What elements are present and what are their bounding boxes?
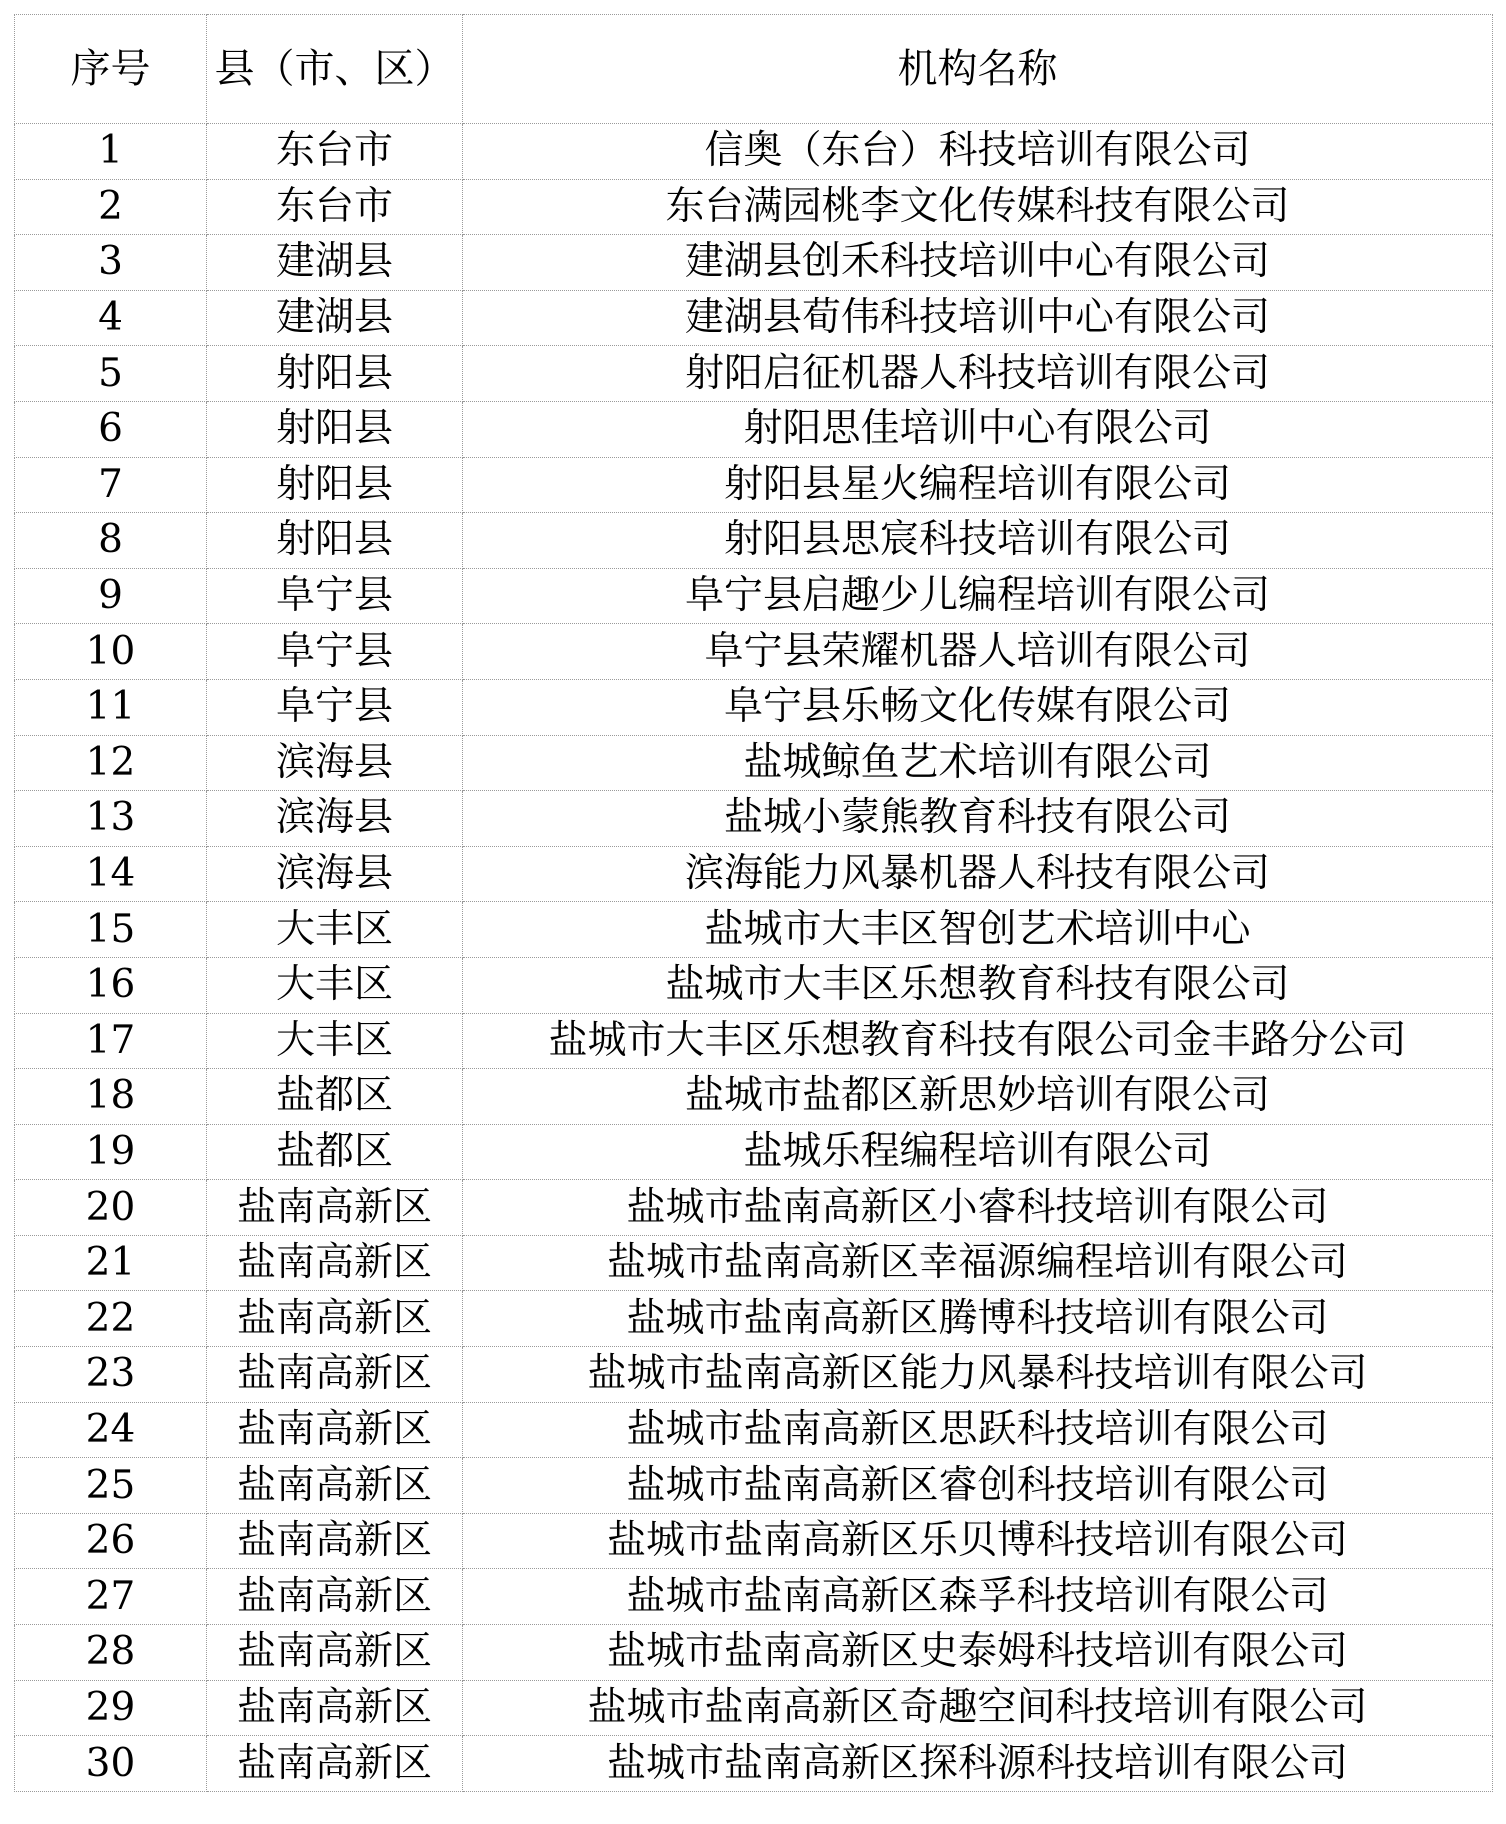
row-index-cell: 21	[15, 1235, 207, 1291]
row-institution-name-cell: 盐城市盐南高新区思跃科技培训有限公司	[463, 1402, 1493, 1458]
institution-table	[14, 14, 1493, 1792]
row-county-cell: 盐南高新区	[207, 1680, 463, 1736]
row-county-cell: 射阳县	[207, 401, 463, 457]
table-row	[15, 957, 1493, 1013]
row-institution-name-cell: 射阳启征机器人科技培训有限公司	[463, 346, 1493, 402]
table-row	[15, 1013, 1493, 1069]
row-index-cell: 24	[15, 1402, 207, 1458]
row-index-cell: 28	[15, 1625, 207, 1681]
row-index-cell: 2	[15, 179, 207, 235]
row-institution-name-cell: 盐城市盐南高新区能力风暴科技培训有限公司	[463, 1347, 1493, 1403]
row-county-cell: 盐南高新区	[207, 1736, 463, 1792]
row-institution-name-cell: 滨海能力风暴机器人科技有限公司	[463, 846, 1493, 902]
table-row	[15, 290, 1493, 346]
row-county-cell: 阜宁县	[207, 624, 463, 680]
row-index-cell: 1	[15, 124, 207, 180]
row-institution-name-cell: 盐城市盐南高新区腾博科技培训有限公司	[463, 1291, 1493, 1347]
row-index-cell: 10	[15, 624, 207, 680]
row-county-cell: 射阳县	[207, 513, 463, 569]
table-row	[15, 1069, 1493, 1125]
table-row	[15, 624, 1493, 680]
table-body	[15, 124, 1493, 1792]
table-row	[15, 846, 1493, 902]
row-index-cell: 4	[15, 290, 207, 346]
row-institution-name-cell: 阜宁县荣耀机器人培训有限公司	[463, 624, 1493, 680]
table-row	[15, 568, 1493, 624]
row-institution-name-cell: 盐城小蒙熊教育科技有限公司	[463, 791, 1493, 847]
row-index-cell: 11	[15, 679, 207, 735]
row-index-cell: 15	[15, 902, 207, 958]
table-row	[15, 1569, 1493, 1625]
row-index-cell: 27	[15, 1569, 207, 1625]
row-county-cell: 东台市	[207, 124, 463, 180]
row-county-cell: 盐南高新区	[207, 1625, 463, 1681]
row-county-cell: 大丰区	[207, 957, 463, 1013]
table-row	[15, 1347, 1493, 1403]
table-row	[15, 401, 1493, 457]
table-row	[15, 513, 1493, 569]
row-institution-name-cell: 建湖县荀伟科技培训中心有限公司	[463, 290, 1493, 346]
table-row	[15, 735, 1493, 791]
row-index-cell: 16	[15, 957, 207, 1013]
row-institution-name-cell: 盐城市盐南高新区森孚科技培训有限公司	[463, 1569, 1493, 1625]
row-county-cell: 滨海县	[207, 735, 463, 791]
table-row	[15, 1235, 1493, 1291]
row-index-cell: 26	[15, 1513, 207, 1569]
row-county-cell: 滨海县	[207, 846, 463, 902]
row-institution-name-cell: 射阳思佳培训中心有限公司	[463, 401, 1493, 457]
table-row	[15, 179, 1493, 235]
header-institution-name: 机构名称	[463, 15, 1493, 124]
row-institution-name-cell: 盐城市盐都区新思妙培训有限公司	[463, 1069, 1493, 1125]
row-county-cell: 射阳县	[207, 457, 463, 513]
row-county-cell: 建湖县	[207, 290, 463, 346]
row-county-cell: 滨海县	[207, 791, 463, 847]
row-institution-name-cell: 射阳县星火编程培训有限公司	[463, 457, 1493, 513]
row-index-cell: 8	[15, 513, 207, 569]
table-row	[15, 346, 1493, 402]
table-row	[15, 235, 1493, 291]
row-index-cell: 25	[15, 1458, 207, 1514]
row-county-cell: 阜宁县	[207, 568, 463, 624]
row-county-cell: 盐南高新区	[207, 1569, 463, 1625]
row-county-cell: 盐都区	[207, 1069, 463, 1125]
row-index-cell: 6	[15, 401, 207, 457]
row-index-cell: 30	[15, 1736, 207, 1792]
row-institution-name-cell: 盐城鲸鱼艺术培训有限公司	[463, 735, 1493, 791]
row-institution-name-cell: 盐城市大丰区乐想教育科技有限公司金丰路分公司	[463, 1013, 1493, 1069]
row-index-cell: 7	[15, 457, 207, 513]
table-row	[15, 457, 1493, 513]
row-index-cell: 14	[15, 846, 207, 902]
table-row	[15, 1680, 1493, 1736]
header-county: 县（市、区）	[207, 15, 463, 124]
row-index-cell: 5	[15, 346, 207, 402]
row-index-cell: 12	[15, 735, 207, 791]
row-county-cell: 东台市	[207, 179, 463, 235]
row-institution-name-cell: 盐城市盐南高新区小睿科技培训有限公司	[463, 1180, 1493, 1236]
row-county-cell: 建湖县	[207, 235, 463, 291]
row-index-cell: 22	[15, 1291, 207, 1347]
table-row	[15, 1402, 1493, 1458]
row-institution-name-cell: 射阳县思宸科技培训有限公司	[463, 513, 1493, 569]
table-row	[15, 1180, 1493, 1236]
row-county-cell: 盐都区	[207, 1124, 463, 1180]
row-institution-name-cell: 信奥（东台）科技培训有限公司	[463, 124, 1493, 180]
row-county-cell: 盐南高新区	[207, 1458, 463, 1514]
table-row	[15, 1736, 1493, 1792]
table-row	[15, 1458, 1493, 1514]
row-index-cell: 17	[15, 1013, 207, 1069]
row-index-cell: 18	[15, 1069, 207, 1125]
row-index-cell: 29	[15, 1680, 207, 1736]
row-institution-name-cell: 东台满园桃李文化传媒科技有限公司	[463, 179, 1493, 235]
row-institution-name-cell: 盐城市盐南高新区史泰姆科技培训有限公司	[463, 1625, 1493, 1681]
row-county-cell: 阜宁县	[207, 679, 463, 735]
row-county-cell: 大丰区	[207, 902, 463, 958]
row-county-cell: 盐南高新区	[207, 1402, 463, 1458]
row-institution-name-cell: 盐城市盐南高新区奇趣空间科技培训有限公司	[463, 1680, 1493, 1736]
row-institution-name-cell: 建湖县创禾科技培训中心有限公司	[463, 235, 1493, 291]
row-index-cell: 3	[15, 235, 207, 291]
row-county-cell: 盐南高新区	[207, 1347, 463, 1403]
row-index-cell: 23	[15, 1347, 207, 1403]
table-row	[15, 1513, 1493, 1569]
table-row	[15, 791, 1493, 847]
row-index-cell: 20	[15, 1180, 207, 1236]
table-row	[15, 124, 1493, 180]
row-institution-name-cell: 阜宁县乐畅文化传媒有限公司	[463, 679, 1493, 735]
row-county-cell: 盐南高新区	[207, 1291, 463, 1347]
row-institution-name-cell: 阜宁县启趣少儿编程培训有限公司	[463, 568, 1493, 624]
row-institution-name-cell: 盐城市盐南高新区幸福源编程培训有限公司	[463, 1235, 1493, 1291]
row-county-cell: 盐南高新区	[207, 1235, 463, 1291]
row-index-cell: 9	[15, 568, 207, 624]
table-row	[15, 1291, 1493, 1347]
row-index-cell: 13	[15, 791, 207, 847]
row-county-cell: 盐南高新区	[207, 1513, 463, 1569]
table-row	[15, 902, 1493, 958]
row-county-cell: 盐南高新区	[207, 1180, 463, 1236]
row-institution-name-cell: 盐城市盐南高新区乐贝博科技培训有限公司	[463, 1513, 1493, 1569]
row-county-cell: 大丰区	[207, 1013, 463, 1069]
table-header-row	[15, 15, 1493, 124]
row-institution-name-cell: 盐城市盐南高新区探科源科技培训有限公司	[463, 1736, 1493, 1792]
row-institution-name-cell: 盐城市盐南高新区睿创科技培训有限公司	[463, 1458, 1493, 1514]
table-row	[15, 1124, 1493, 1180]
row-county-cell: 射阳县	[207, 346, 463, 402]
row-institution-name-cell: 盐城市大丰区乐想教育科技有限公司	[463, 957, 1493, 1013]
table-row	[15, 1625, 1493, 1681]
table-row	[15, 679, 1493, 735]
header-index: 序号	[15, 15, 207, 124]
row-index-cell: 19	[15, 1124, 207, 1180]
row-institution-name-cell: 盐城乐程编程培训有限公司	[463, 1124, 1493, 1180]
row-institution-name-cell: 盐城市大丰区智创艺术培训中心	[463, 902, 1493, 958]
